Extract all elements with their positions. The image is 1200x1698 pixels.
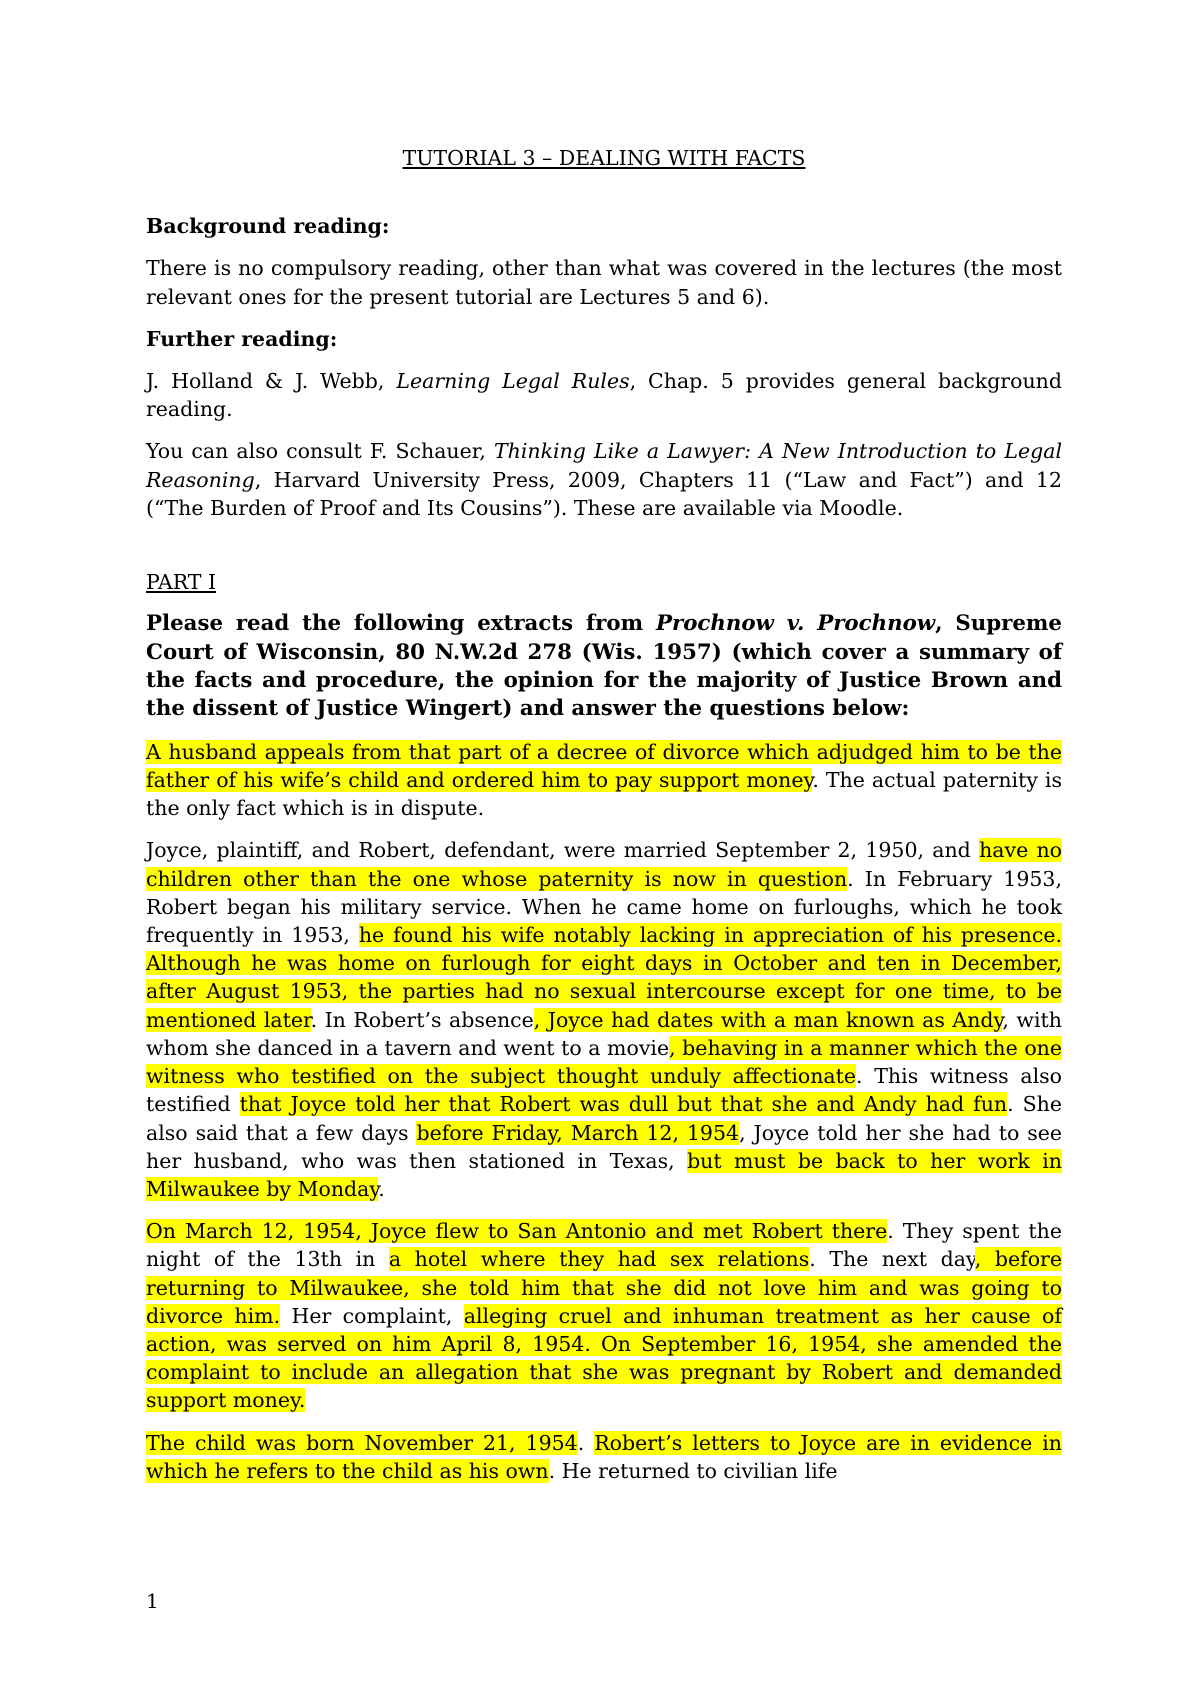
- highlighted-text: , before returning to Milwaukee, she told him that she did not love him and was going to divorce him.: [146, 1247, 1062, 1328]
- extract-paragraph-1: [146, 738, 1062, 823]
- text-run: . The actual paternity is the only fact which is in dispute.: [146, 768, 1063, 821]
- text-run: . They spent the night of the 13th in: [146, 1219, 1062, 1272]
- book-title: Thinking Like a Lawyer: A New Introduction to Legal Reasoning: [146, 439, 1062, 492]
- text-run: , Supreme Court of Wisconsin, 80 N.W.2d 278 (Wis. 1957) (which cover a summary of the facts and procedure, the opinion for the majority of Justice Brown and the dissent of Justice Wingert) and answer the questions below:: [146, 611, 1062, 722]
- instructions-paragraph: [146, 610, 1062, 724]
- text-run: J. Holland & J. Webb,: [146, 369, 397, 394]
- page-title: TUTORIAL 3 – DEALING WITH FACTS: [402, 146, 806, 170]
- text-run: . This witness also testified: [146, 1064, 1062, 1117]
- page-number: 1: [146, 1589, 159, 1613]
- text-run: . The next day: [809, 1247, 975, 1272]
- highlighted-text: a hotel where they had sex relations: [388, 1247, 810, 1272]
- background-reading-heading: Background reading:: [146, 214, 390, 239]
- highlighted-text: , Joyce had dates with a man known as Andy: [533, 1007, 1003, 1032]
- text-run: , Chap. 5 provides general background reading.: [146, 369, 1062, 422]
- part-label: PART I: [146, 570, 217, 595]
- background-reading-text: There is no compulsory reading, other than what was covered in the lectures (the most relevant ones for the present tutorial are Lectures 5 and 6).: [146, 256, 1062, 309]
- case-name: Prochnow v. Prochnow: [655, 611, 936, 637]
- further-reading-heading: Further reading:: [146, 326, 338, 351]
- text-run: . He returned to civilian life: [548, 1458, 838, 1483]
- text-run: , with whom she danced in a tavern and went to a movie: [146, 1007, 1062, 1060]
- text-run: . In February 1953, Robert began his military service. When he came home on furloughs, which he took frequently in 1953,: [146, 866, 1062, 948]
- text-run: .: [577, 1430, 595, 1455]
- text-run: .: [378, 1176, 385, 1201]
- text-run: . In Robert’s absence: [310, 1007, 534, 1032]
- highlighted-text: before Friday, March 12, 1954: [416, 1120, 740, 1145]
- further-reading-item-schauer: [146, 437, 1062, 522]
- highlighted-text: that Joyce told her that Robert was dull but that she and Andy had fun: [239, 1092, 1008, 1117]
- highlighted-text: but must be back to her work in Milwaukee by Monday: [146, 1148, 1062, 1201]
- highlighted-text: have no children other than the one whose paternity is now in question: [146, 838, 1062, 891]
- text-run: Her complaint,: [280, 1303, 464, 1328]
- text-run: , Harvard University Press, 2009, Chapters 11 (“Law and Fact”) and 12 (“The Burden of Proof and Its Cousins”). These are available via Moodle.: [146, 467, 1062, 520]
- highlighted-text: A husband appeals from that part of a decree of divorce which adjudged him to be the father of his wife’s child and ordered him to pay support money: [146, 739, 1062, 793]
- book-title: Learning Legal Rules: [396, 369, 630, 394]
- highlighted-text: , behaving in a manner which the one witness who testified on the subject thought unduly affectionate: [146, 1035, 1062, 1089]
- extract-paragraph-2: [146, 836, 1062, 1203]
- text-run: , Joyce told her she had to see her husband, who was then stationed in Texas,: [146, 1120, 1063, 1173]
- highlighted-text: The child was born November 21, 1954: [146, 1430, 578, 1455]
- text-run: Joyce, plaintiff, and Robert, defendant, were married September 2, 1950, and: [146, 838, 980, 863]
- further-reading-item-holland: [146, 367, 1062, 423]
- text-run: . She also said that a few days: [146, 1092, 1062, 1145]
- extract-paragraph-3: [146, 1217, 1062, 1414]
- highlighted-text: he found his wife notably lacking in appreciation of his presence. Although he was home on furlough for eight days in October and ten in December, after August 1953, the parties had no sexual intercourse except for one time, to be mentioned later: [146, 923, 1062, 1032]
- document-body: [146, 144, 1062, 1499]
- highlighted-text: alleging cruel and inhuman treatment as her cause of action, was served on him April 8, 1954. On September 16, 1954, she amended the complaint to include an allegation that she was pregnant by Robert and demanded support money.: [146, 1303, 1062, 1413]
- extract-paragraph-4: [146, 1429, 1062, 1485]
- highlighted-text: Robert’s letters to Joyce are in evidence in which he refers to the child as his own: [146, 1430, 1062, 1483]
- highlighted-text: On March 12, 1954, Joyce flew to San Antonio and met Robert there: [146, 1219, 888, 1244]
- text-run: Please read the following extracts from: [146, 611, 656, 637]
- text-run: You can also consult F. Schauer,: [146, 439, 494, 464]
